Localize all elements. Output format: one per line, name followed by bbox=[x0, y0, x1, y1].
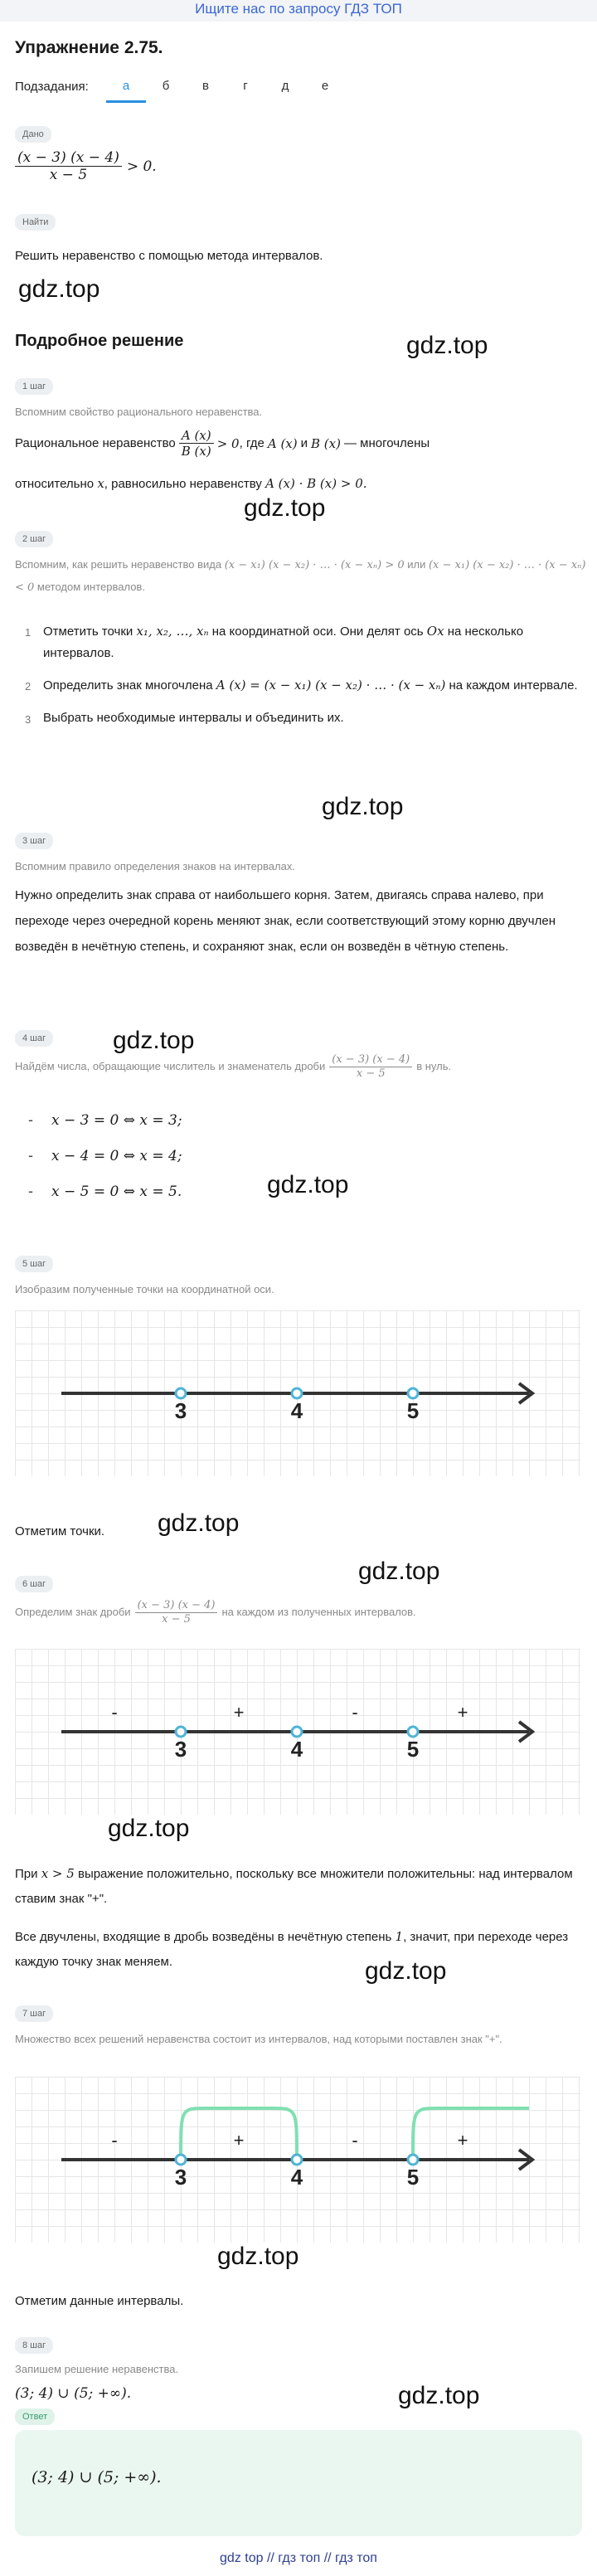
axis-point-label: 3 bbox=[174, 1737, 187, 1762]
step1-polynomials: — многочлены bbox=[343, 435, 430, 450]
interval-sign: - bbox=[111, 2130, 118, 2151]
root-equation: x − 4 = 0 ⇔ x = 4; bbox=[51, 1147, 182, 1164]
step1-and: и bbox=[300, 435, 308, 450]
step5-caption: Отметим точки. bbox=[15, 1524, 105, 1538]
axis-point bbox=[292, 2155, 302, 2165]
step1-line2 bbox=[15, 473, 367, 495]
axis-point-label: 5 bbox=[406, 2165, 420, 2190]
list-item: - x − 4 = 0 ⇔ x = 4; bbox=[28, 1147, 182, 1164]
step3-text: Нужно определить знак справа от наибольшего корня. Затем, двигаясь справа налево, при переходе через очередной корень меняют знак, если соответствующий этому корню двучлен возведён в нечётную степень, и сохраняют знак, если он возведён в чётную степень. bbox=[15, 888, 556, 954]
interval-sign: - bbox=[111, 1702, 118, 1723]
list-item bbox=[25, 620, 584, 664]
watermark: gdz.top bbox=[217, 2243, 299, 2270]
interval-sign: + bbox=[457, 1702, 468, 1723]
solution-interval bbox=[413, 2108, 529, 2160]
find-label: Найти bbox=[15, 214, 56, 231]
axis-point-label: 5 bbox=[406, 1398, 420, 1423]
step6-frac-den: x − 5 bbox=[162, 1612, 191, 1626]
axis-point bbox=[176, 1727, 186, 1737]
step4-list bbox=[28, 1111, 182, 1218]
tab-d[interactable]: д bbox=[281, 79, 289, 93]
axis-point bbox=[408, 1388, 418, 1398]
item-text: на несколько интервалов. bbox=[43, 625, 524, 660]
answer-label: Ответ bbox=[15, 2408, 55, 2425]
step6-intro bbox=[15, 1599, 416, 1626]
step1-line1 bbox=[15, 428, 430, 459]
answer-value: (3; 4) ∪ (5; +∞). bbox=[32, 2468, 162, 2486]
step8-result: (3; 4) ∪ (5; +∞). bbox=[15, 2385, 132, 2402]
number-line-1 bbox=[15, 1310, 580, 1476]
step8-intro: Запишем решение неравенства. bbox=[15, 2363, 179, 2375]
axis-point-label: 3 bbox=[174, 1398, 187, 1423]
step3-label: 3 шаг bbox=[15, 833, 53, 849]
step2-label: 2 шаг bbox=[15, 531, 53, 547]
step1-A: A (x) bbox=[267, 435, 298, 451]
step2-formula-gt: (x − x₁) (x − x₂) · … · (x − xₙ) > 0 bbox=[224, 559, 405, 571]
step1-equivalent: , равносильно неравенству bbox=[104, 477, 262, 491]
interval-sign: - bbox=[352, 1702, 358, 1723]
step6-frac-num: (x − 3) (x − 4) bbox=[135, 1599, 218, 1613]
watermark: gdz.top bbox=[267, 1171, 349, 1198]
step1-text: Рациональное неравенство bbox=[15, 435, 176, 450]
watermark: gdz.top bbox=[18, 275, 100, 303]
tab-a[interactable]: а bbox=[106, 76, 146, 103]
step1-product: A (x) · B (x) > 0. bbox=[265, 476, 367, 491]
step4-frac-den: x − 5 bbox=[356, 1067, 386, 1080]
watermark: gdz.top bbox=[406, 332, 488, 359]
page-title: Упражнение 2.75. bbox=[15, 38, 163, 57]
subtasks-label: Подзадания: bbox=[15, 80, 89, 94]
step6-intro-tail: на каждом из полученных интервалов. bbox=[221, 1606, 416, 1619]
step2-or: или bbox=[407, 558, 426, 571]
footer-links[interactable]: gdz top // гдз топ // гдз топ bbox=[220, 2551, 377, 2565]
axis-point-label: 4 bbox=[290, 2165, 303, 2190]
step2-list bbox=[25, 620, 584, 741]
step6-paragraph1 bbox=[15, 1861, 579, 1912]
step5-label: 5 шаг bbox=[15, 1256, 53, 1272]
watermark: gdz.top bbox=[113, 1027, 195, 1054]
subtask-tabs bbox=[106, 76, 345, 103]
interval-sign: + bbox=[457, 2130, 468, 2151]
axis-point-label: 4 bbox=[290, 1398, 303, 1423]
watermark: gdz.top bbox=[108, 1815, 190, 1842]
given-inequality bbox=[15, 149, 157, 184]
step6-p2-text: , значит, при переходе через каждую точку знак меняем. bbox=[15, 1930, 569, 1969]
list-number: 3 bbox=[25, 713, 32, 726]
axis-point-label: 4 bbox=[290, 1737, 303, 1762]
step1-where: , где bbox=[239, 435, 265, 450]
given-numerator: (x − 3) (x − 4) bbox=[15, 149, 122, 167]
item-text: на каждом интервале. bbox=[449, 678, 578, 693]
step1-x: x bbox=[97, 476, 104, 491]
watermark: gdz.top bbox=[358, 1558, 440, 1585]
axis-point-label: 3 bbox=[174, 2165, 187, 2190]
step2-formula-lt: (x − x₁) (x − x₂) · … · (x − xₙ) < 0 bbox=[15, 559, 586, 594]
step7-caption: Отметим данные интервалы. bbox=[15, 2294, 184, 2308]
axis-point bbox=[292, 1727, 302, 1737]
list-number: 2 bbox=[25, 680, 32, 693]
watermark: gdz.top bbox=[158, 1509, 240, 1537]
list-item: - x − 3 = 0 ⇔ x = 3; bbox=[28, 1111, 182, 1129]
item-formula: Ox bbox=[426, 624, 444, 639]
step6-p1-text: выражение положительно, поскольку все множители положительны: над интервалом ставим знак "+". bbox=[15, 1867, 573, 1906]
step6-p2-power: 1 bbox=[395, 1929, 404, 1944]
axis-point bbox=[176, 2155, 186, 2165]
item-text: на координатной оси. Они делят ось bbox=[211, 625, 424, 639]
list-number: 1 bbox=[25, 626, 32, 639]
axis-figure-3 bbox=[15, 2077, 580, 2243]
tab-e[interactable]: е bbox=[321, 79, 329, 93]
axis-point bbox=[176, 1388, 186, 1398]
tab-v[interactable]: в bbox=[202, 79, 209, 93]
item-formula: x₁, x₂, …, xₙ bbox=[136, 624, 209, 639]
step3-intro: Вспомним правило определения знаков на интервалах. bbox=[15, 860, 295, 872]
list-item: - x − 5 = 0 ⇔ x = 5. bbox=[28, 1183, 182, 1200]
interval-sign: + bbox=[233, 2130, 245, 2151]
step1-B: B (x) bbox=[311, 435, 341, 451]
item-text: Определить знак многочлена bbox=[43, 678, 213, 693]
step1-intro: Вспомним свойство рационального неравенства. bbox=[15, 406, 263, 418]
interval-sign: + bbox=[233, 1702, 245, 1723]
given-label: Дано bbox=[15, 126, 51, 143]
step1-frac-num: A (x) bbox=[179, 428, 214, 444]
step6-p1-text: При bbox=[15, 1867, 38, 1881]
item-text: Выбрать необходимые интервалы и объединить их. bbox=[43, 711, 344, 725]
root-equation: x − 5 = 0 ⇔ x = 5. bbox=[51, 1183, 182, 1200]
interval-sign: - bbox=[352, 2130, 358, 2151]
watermark: gdz.top bbox=[398, 2382, 480, 2409]
axis-point bbox=[408, 1727, 418, 1737]
axis-point bbox=[292, 1388, 302, 1398]
given-denominator: x − 5 bbox=[49, 167, 88, 184]
solution-heading: Подробное решение bbox=[15, 332, 184, 350]
axis-figure-2 bbox=[15, 1649, 580, 1815]
step2-intro-text: Вспомним, как решить неравенство вида bbox=[15, 558, 222, 571]
step1-label: 1 шаг bbox=[15, 378, 53, 395]
number-line-2 bbox=[15, 1649, 580, 1815]
number-line-3 bbox=[15, 2077, 580, 2243]
step4-frac-num: (x − 3) (x − 4) bbox=[329, 1053, 412, 1067]
step2-intro bbox=[15, 554, 587, 599]
root-equation: x − 3 = 0 ⇔ x = 3; bbox=[51, 1111, 182, 1129]
step7-label: 7 шаг bbox=[15, 2005, 53, 2022]
item-text: Отметить точки bbox=[43, 625, 133, 639]
item-formula: A (x) = (x − x₁) (x − x₂) · … · (x − xₙ) bbox=[216, 678, 446, 693]
axis-figure-1 bbox=[15, 1310, 580, 1476]
list-item bbox=[25, 707, 584, 731]
tab-b[interactable]: б bbox=[162, 79, 170, 93]
top-banner[interactable]: Ищите нас по запросу ГДЗ ТОП bbox=[0, 0, 597, 22]
step8-label: 8 шаг bbox=[15, 2337, 53, 2354]
watermark: gdz.top bbox=[244, 494, 326, 522]
axis-point bbox=[408, 2155, 418, 2165]
step4-zero: в нуль. bbox=[416, 1060, 452, 1073]
step6-intro-text: Определим знак дроби bbox=[15, 1606, 131, 1619]
find-text: Решить неравенство с помощью метода интервалов. bbox=[15, 249, 323, 263]
step6-p2-text: Все двучлены, входящие в дробь возведёны в нечётную степень bbox=[15, 1930, 392, 1944]
list-item bbox=[25, 674, 584, 697]
answer-box bbox=[15, 2430, 582, 2536]
step7-intro: Множество всех решений неравенства состоит из интервалов, над которыми поставлен знак "+". bbox=[15, 2033, 502, 2045]
step5-intro: Изобразим полученные точки на координатной оси. bbox=[15, 1283, 274, 1295]
step4-label: 4 шаг bbox=[15, 1030, 53, 1047]
axis-point-label: 5 bbox=[406, 1737, 420, 1762]
step1-relative: относительно bbox=[15, 477, 95, 491]
step6-label: 6 шаг bbox=[15, 1576, 53, 1592]
given-tail: > 0. bbox=[126, 158, 157, 175]
step6-paragraph2 bbox=[15, 1924, 579, 1975]
step4-intro bbox=[15, 1053, 451, 1080]
step4-intro-text: Найдём числа, обращающие числитель и знаменатель дроби bbox=[15, 1060, 326, 1073]
step2-method: методом интервалов. bbox=[36, 581, 145, 593]
step6-p1-formula: x > 5 bbox=[41, 1866, 75, 1881]
watermark: gdz.top bbox=[365, 1957, 447, 1985]
step1-gt: > 0 bbox=[216, 435, 240, 451]
watermark: gdz.top bbox=[322, 793, 404, 820]
step1-frac-den: B (x) bbox=[181, 444, 211, 459]
tab-g[interactable]: г bbox=[243, 79, 248, 93]
